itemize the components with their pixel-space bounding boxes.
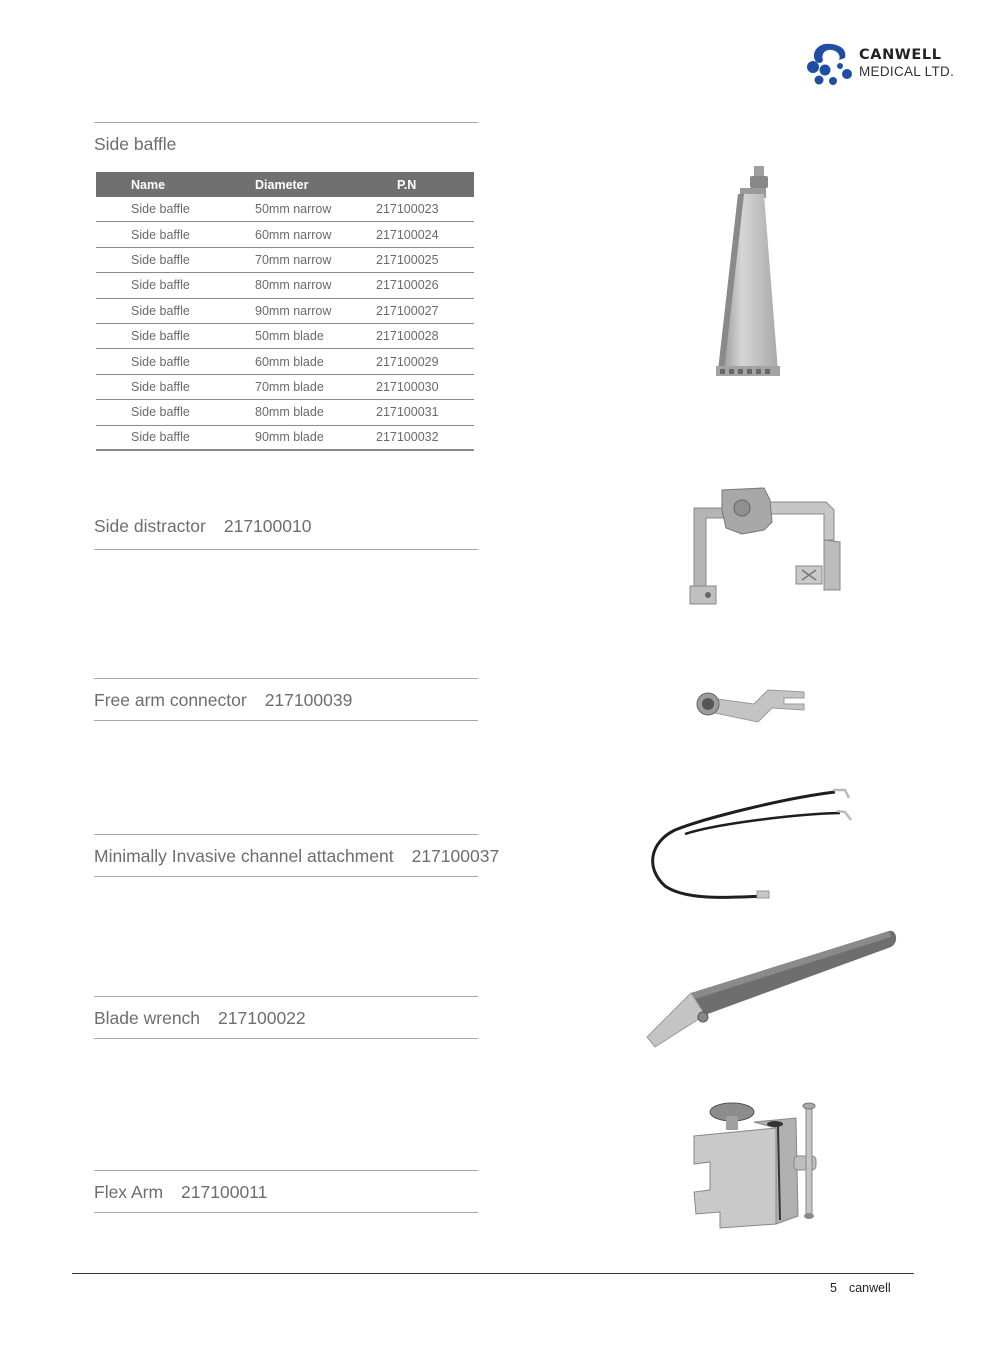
product-name: Minimally Invasive channel attachment xyxy=(94,846,394,866)
cell-name: Side baffle xyxy=(131,303,190,318)
table-header xyxy=(96,172,474,197)
product-title-side-distractor xyxy=(94,516,311,537)
cell-diameter: 80mm narrow xyxy=(255,278,332,293)
product-pn: 217100011 xyxy=(181,1182,268,1202)
brand-name: CANWELL xyxy=(859,47,942,63)
cell-pn: 217100029 xyxy=(376,354,439,369)
product-title-flex-arm xyxy=(94,1182,267,1203)
product-title-free-arm-connector xyxy=(94,690,352,711)
product-pn: 217100022 xyxy=(218,1008,306,1028)
cell-diameter: 50mm blade xyxy=(255,329,324,344)
divider xyxy=(94,834,478,835)
divider xyxy=(94,1212,478,1213)
section-title-side-baffle xyxy=(94,134,176,155)
cell-pn: 217100026 xyxy=(376,278,439,293)
channel-attachment-image xyxy=(645,778,860,908)
cell-pn: 217100032 xyxy=(376,430,439,445)
divider xyxy=(94,1038,478,1039)
column-header-diameter: Diameter xyxy=(255,177,309,192)
divider xyxy=(94,122,478,123)
table-row xyxy=(96,375,474,400)
table-row xyxy=(96,299,474,324)
cell-diameter: 70mm blade xyxy=(255,379,324,394)
cell-name: Side baffle xyxy=(131,278,190,293)
table-row xyxy=(96,222,474,247)
cell-diameter: 70mm narrow xyxy=(255,252,332,267)
divider xyxy=(94,996,478,997)
cell-pn: 217100025 xyxy=(376,252,439,267)
cell-name: Side baffle xyxy=(131,430,190,445)
cell-name: Side baffle xyxy=(131,252,190,267)
cell-diameter: 90mm blade xyxy=(255,430,324,445)
side-distractor-image xyxy=(686,480,846,610)
divider xyxy=(94,720,478,721)
product-pn: 217100010 xyxy=(223,516,312,536)
product-title-channel-attachment xyxy=(94,846,499,867)
flex-arm-image xyxy=(690,1092,825,1232)
table-row xyxy=(96,197,474,222)
cell-name: Side baffle xyxy=(131,379,190,394)
cell-pn: 217100031 xyxy=(376,405,439,420)
divider xyxy=(94,876,478,877)
blade-wrench-image xyxy=(645,925,900,1050)
page-number: 5 xyxy=(830,1281,837,1295)
side-baffle-image xyxy=(712,166,792,384)
column-header-pn: P.N xyxy=(397,177,417,192)
cell-pn: 217100028 xyxy=(376,329,439,344)
cell-diameter: 60mm blade xyxy=(255,354,324,369)
section-title-text: Side baffle xyxy=(94,134,177,154)
product-pn: 217100039 xyxy=(264,690,353,710)
cell-name: Side baffle xyxy=(131,227,190,242)
company-logo xyxy=(805,40,955,86)
product-name: Blade wrench xyxy=(94,1008,201,1028)
table-row xyxy=(96,273,474,298)
cell-pn: 217100024 xyxy=(376,227,439,242)
divider xyxy=(94,549,478,550)
side-baffle-table xyxy=(96,172,474,451)
column-header-name: Name xyxy=(131,177,166,192)
product-name: Flex Arm xyxy=(94,1182,164,1202)
cell-pn: 217100027 xyxy=(376,303,439,318)
footer-company: canwell xyxy=(848,1281,891,1295)
table-row xyxy=(96,349,474,374)
canwell-logo-icon xyxy=(805,40,855,86)
product-pn: 217100037 xyxy=(411,846,500,866)
cell-name: Side baffle xyxy=(131,354,190,369)
cell-diameter: 80mm blade xyxy=(255,405,324,420)
cell-diameter: 50mm narrow xyxy=(255,202,332,217)
table-row xyxy=(96,400,474,425)
divider xyxy=(94,1170,478,1171)
table-row xyxy=(96,426,474,451)
footer-divider xyxy=(72,1273,914,1274)
table-row xyxy=(96,248,474,273)
brand-subtitle: MEDICAL LTD. xyxy=(859,64,955,79)
cell-diameter: 60mm narrow xyxy=(255,227,332,242)
page-footer xyxy=(830,1281,891,1295)
cell-pn: 217100023 xyxy=(376,202,439,217)
product-name: Side distractor xyxy=(94,516,206,536)
cell-diameter: 90mm narrow xyxy=(255,303,332,318)
free-arm-connector-image xyxy=(692,682,812,726)
cell-name: Side baffle xyxy=(131,405,190,420)
table-row xyxy=(96,324,474,349)
product-name: Free arm connector xyxy=(94,690,247,710)
cell-name: Side baffle xyxy=(131,202,190,217)
cell-pn: 217100030 xyxy=(376,379,439,394)
product-title-blade-wrench xyxy=(94,1008,306,1029)
cell-name: Side baffle xyxy=(131,329,190,344)
divider xyxy=(94,678,478,679)
